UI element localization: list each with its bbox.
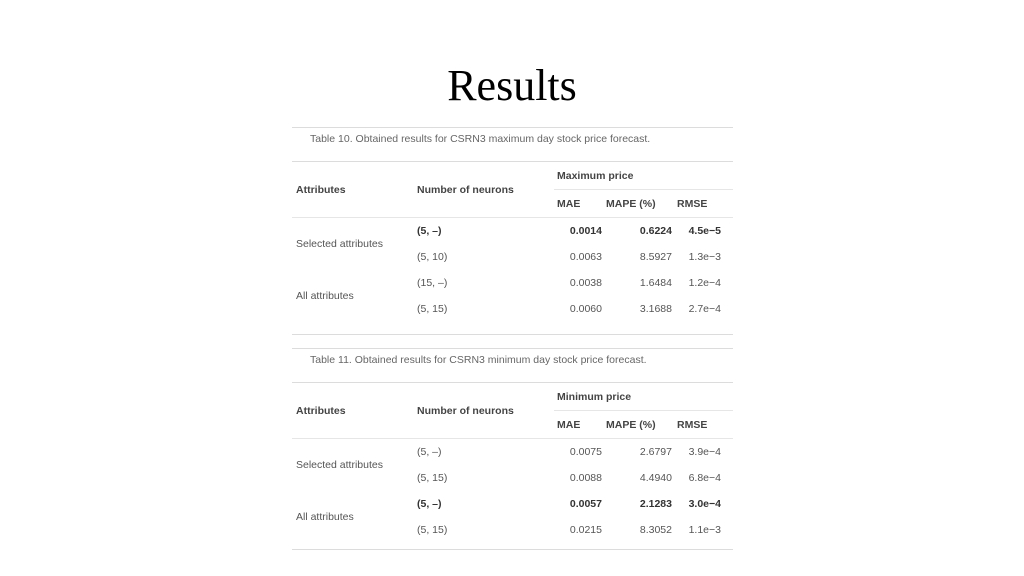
header-neurons: Number of neurons	[417, 404, 514, 417]
slide-title: Results	[447, 61, 577, 110]
cell-rmse: 1.2e−4	[688, 277, 721, 289]
cell-mae: 0.0038	[569, 277, 602, 289]
cell-mae: 0.0060	[569, 303, 602, 315]
header-rmse: RMSE	[672, 411, 733, 439]
cell-mae: 0.0075	[569, 446, 602, 458]
cell-rmse: 3.0e−4	[688, 498, 721, 510]
cell-mae: 0.0014	[569, 225, 602, 237]
cell-mape: 1.6484	[639, 277, 672, 289]
table-caption: Table 11. Obtained results for CSRN3 minimum day stock price forecast.	[310, 354, 647, 366]
cell-rmse: 2.7e−4	[688, 303, 721, 315]
cell-neurons: (5, 15)	[417, 524, 448, 536]
cell-mae: 0.0215	[569, 524, 602, 536]
cell-neurons: (5, –)	[417, 225, 442, 237]
cell-neurons: (15, –)	[417, 277, 448, 289]
header-mape: MAPE (%)	[602, 190, 672, 218]
cell-rmse: 4.5e−5	[688, 225, 721, 237]
cell-rmse: 6.8e−4	[688, 472, 721, 484]
table-caption: Table 10. Obtained results for CSRN3 maximum day stock price forecast.	[310, 133, 651, 145]
header-mae: MAE	[554, 190, 602, 218]
cell-mae: 0.0088	[569, 472, 602, 484]
cell-neurons: (5, 15)	[417, 303, 448, 315]
cell-rmse: 1.3e−3	[688, 251, 721, 263]
cell-mape: 8.5927	[639, 251, 672, 263]
cell-mape: 8.3052	[639, 524, 672, 536]
group-label: Selected attributes	[296, 238, 383, 250]
header-attributes: Attributes	[296, 183, 346, 196]
group-label: Selected attributes	[296, 459, 383, 471]
cell-mape: 2.6797	[639, 446, 672, 458]
cell-mape: 3.1688	[639, 303, 672, 315]
header-neurons: Number of neurons	[417, 183, 514, 196]
header-group: Minimum price	[557, 390, 632, 403]
cell-mape: 4.4940	[639, 472, 672, 484]
header-group: Maximum price	[557, 169, 634, 182]
results-table-min	[292, 348, 733, 550]
cell-neurons: (5, –)	[417, 446, 442, 458]
cell-mape: 2.1283	[639, 498, 672, 510]
header-attributes: Attributes	[296, 404, 346, 417]
cell-rmse: 3.9e−4	[688, 446, 721, 458]
cell-neurons: (5, –)	[417, 498, 442, 510]
group-label: All attributes	[296, 290, 354, 302]
results-table-max	[292, 127, 733, 335]
header-mape: MAPE (%)	[602, 411, 672, 439]
header-rmse: RMSE	[672, 190, 733, 218]
header-mae: MAE	[554, 411, 602, 439]
cell-neurons: (5, 10)	[417, 251, 448, 263]
cell-mae: 0.0063	[569, 251, 602, 263]
group-label: All attributes	[296, 511, 354, 523]
cell-neurons: (5, 15)	[417, 472, 448, 484]
cell-rmse: 1.1e−3	[688, 524, 721, 536]
cell-mae: 0.0057	[569, 498, 602, 510]
cell-mape: 0.6224	[639, 225, 672, 237]
